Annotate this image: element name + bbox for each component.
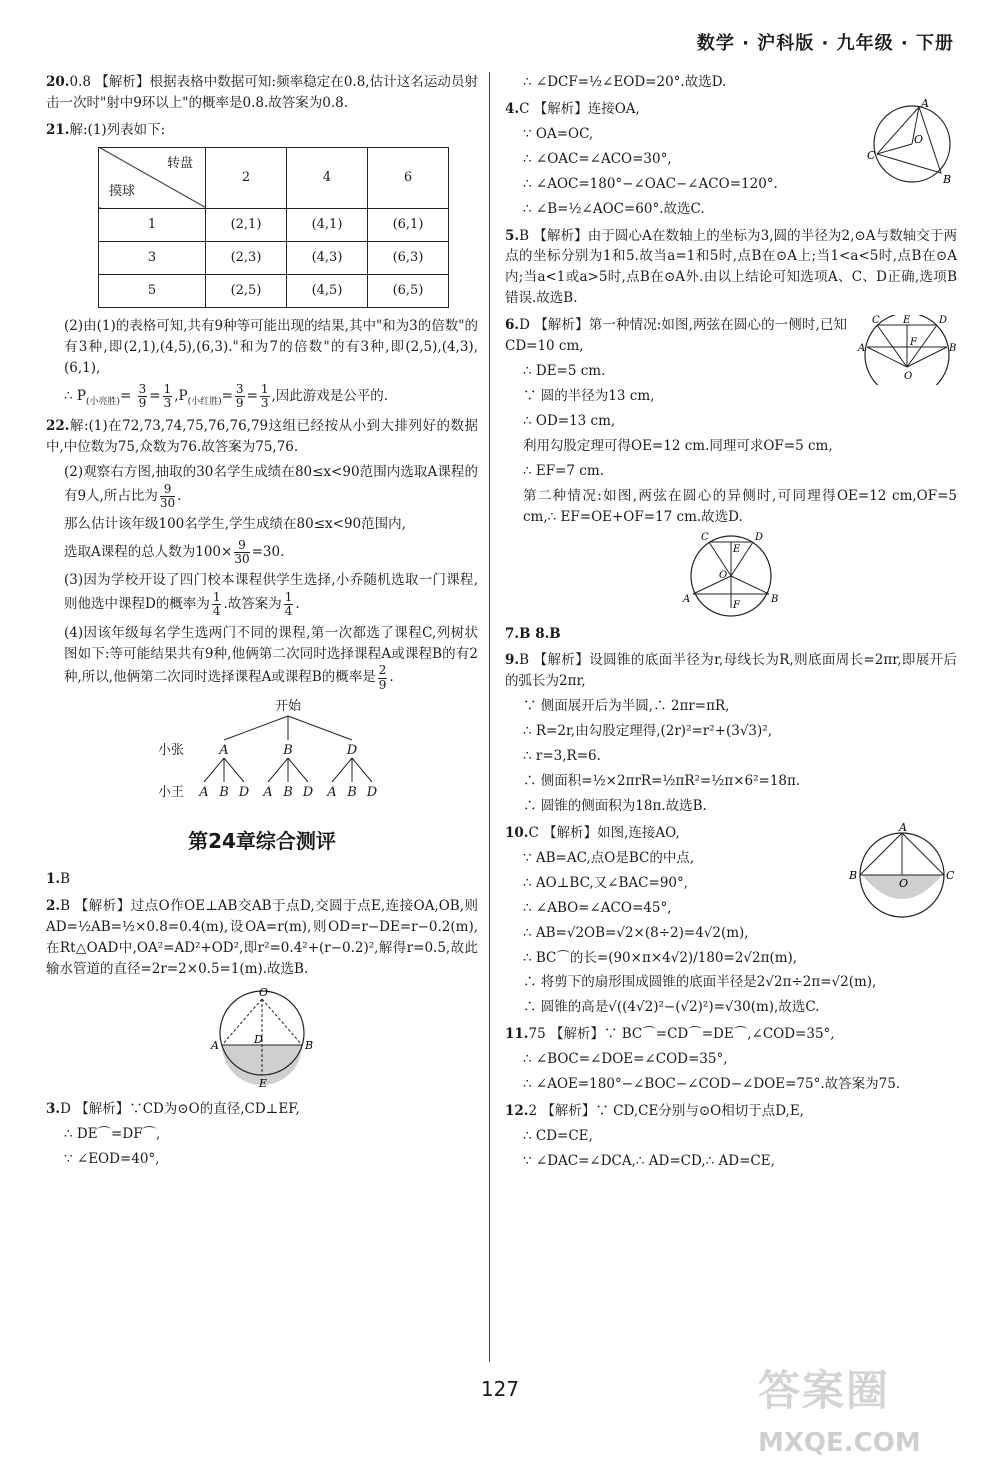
label-C: C [946,868,955,882]
answer-1: 1.B [46,870,71,887]
tree-diagram [46,696,478,816]
fraction: $\frac{1}{3}$ [163,381,172,410]
answer-21-part2: (2)由(1)的表格可知,共有9种等可能出现的结果,其中"和为3的倍数"的有3种,即(2,1),(4,5),(6,3)."和为7的倍数"的有3种,即(2,5),(4,3),(6,1), [64,317,478,376]
table-row: 5 (2,5) (4,5) (6,5) [99,274,449,307]
label-A: A [858,343,866,355]
table-col-header: 6 [368,147,449,208]
table-row: 3 (2,3) (4,3) (6,3) [99,241,449,274]
label-C: C [872,315,880,327]
answer-9: 9.B 【解析】设圆锥的底面半径为r,母线长为R,则底面周长=2πr,即展开后的弧长为2πr, ∵ 侧面展开后为半圆,∴ 2πr=πR, ∴ R=2r,由勾股定理得,(2r)²=r²+(3√3)², ∴ r=3,R=6. ∴ 侧面积=½×2πrR=½πR²=½π×6²=18π. ∴ 圆锥的侧面积为18π.故选B. [505,652,957,814]
chords-opposite-side-figure [681,532,781,618]
table-corner: 转盘 摸球 [99,147,206,208]
fraction: $\frac{2}{9}$ [378,663,387,692]
fraction: $\frac{3}{9}$ [235,381,244,410]
label-C: C [867,148,876,162]
answer-12: 12.2 【解析】∵ CD,CE分别与⊙O相切于点D,E, ∴ CD=CE, ∵ ∠DAC=∠DCA,∴ AD=CD,∴ AD=CE, [505,1103,804,1169]
fraction: $\frac{1}{3}$ [260,381,269,410]
tree-leaf: D [366,784,378,800]
left-column [46,72,478,1176]
label-B: B [949,343,957,355]
tree-label-wang: 小王 [158,784,185,800]
label-D: D [755,531,764,543]
fraction: $\frac{9}{30}$ [159,481,176,510]
circle-pipe-figure [207,985,317,1095]
table-row: 1 (2,1) (4,1) (6,1) [99,208,449,241]
label-D: D [254,1033,263,1047]
tree-root: 开始 [274,698,302,714]
answer-4: A B C O 4.C 【解析】连接OA, ∵ OA=OC, ∴ ∠OAC=∠ACO=30°, ∴ ∠AOC=180°−∠OAC−∠ACO=120°. ∴ ∠B=½∠AOC=60°.故选C. [505,99,957,220]
right-column [505,72,957,1178]
answer-20: 20.0.8 【解析】根据表格中数据可知:频率稳定在0.8,估计这名运动员射击一次时"射中9环以上"的概率是0.8.故答案为0.8. [46,74,478,111]
label-E: E [903,315,911,327]
column-divider [489,72,490,1362]
label-O: O [899,876,909,890]
tree-diagram-svg [46,696,478,816]
label-E: E [733,543,741,555]
tree-label-zhang: 小张 [158,742,185,758]
tree-leaf: D [302,784,314,800]
triangle-circle-figure [867,99,957,189]
answer-2: 2.B 【解析】过点O作OE⊥AB交AB于点D,交圆于点E,连接OA,OB,则AD=½AB=½×0.8=0.4(m),设OA=r(m),则OD=r−DE=r−0.2(m),在Rt△OAD中,OA²=AD²+OD²,即r²=0.4²+(r−0.2)²,解得r=0.5,故此输水管道的直径=2r=2×0.5=1(m).故选B. [46,897,478,977]
fraction: $\frac{1}{4}$ [284,590,293,619]
answer-10: A B C O 10.C 【解析】如图,连接AO, ∵ AB=AC,点O是BC的中点, ∴ AO⊥BC,又∠BAC=90°, ∴ ∠ABO=∠ACO=45°, ∴ AB=√2OB=√2×(8÷2)=4√2(m), ∴ BC⌒的长=(90×π×4√2)/180=2√2π(m), ∴ 将剪下的扇形围成圆锥的底面半径是2√2π÷2π=√2(m), ∴ 圆锥的高是√((4√2)²−(√2)²)=√30(m),故选C. [505,823,957,1018]
answer-5: 5.B 【解析】由于圆心A在数轴上的坐标为3,圆的半径为2,⊙A与数轴交于两点的坐标分别为1和5.故当a=1和5时,点B在⊙A上;当1<a<5时,点B在⊙A内;当a<1或a>5时,点B在⊙A外.由以上结论可知选项A、C、D正确,选项B错误.故选B. [505,227,957,307]
section-title: 第24章综合测评 [188,828,336,853]
label-E: E [259,1077,268,1091]
label-B: B [771,593,779,605]
fraction: $\frac{9}{30}$ [234,537,250,567]
label-O: O [904,371,913,383]
tree-node: B [283,742,293,758]
fraction: $\frac{3}{9}$ [138,381,147,410]
label-F: F [733,599,740,611]
label-O: O [259,986,269,1000]
answer-3-cont: ∴ ∠DCF=½∠EOD=20°.故选D. [523,74,727,90]
chords-same-side-figure [857,315,957,385]
label-A: A [211,1039,219,1053]
tree-leaf: A [263,784,273,800]
answer-21-conclusion: ∴ $P_{(小亮胜)}=$ $\frac{3}{9}$ = $\frac{1}{3}$ $,P_{(小红胜)}=$ $\frac{3}{9}$ = $\frac{1}{3}$ ,因此游戏是公平的. [64,381,389,410]
label-O: O [719,569,728,581]
sector-figure [847,823,957,923]
tree-leaf: B [283,784,293,800]
label-B: B [943,172,952,186]
label-F: F [910,337,917,349]
label-O: O [914,132,924,146]
page-number: 127 [480,1377,520,1401]
answer-7-8: 7.B 8.B [505,625,561,642]
table-col-header: 4 [287,147,368,208]
probability-table [98,147,449,308]
tree-leaf: A [327,784,337,800]
label-C: C [701,531,709,543]
tree-leaf: B [347,784,357,800]
tree-node: D [346,742,358,758]
label-A: A [899,822,907,834]
label-B: B [305,1039,314,1053]
tree-node: A [219,742,229,758]
fraction: $\frac{1}{4}$ [212,590,221,619]
answer-3: 3.D 【解析】∵CD为⊙O的直径,CD⊥EF, ∴ DE⌒=DF⌒, ∵ ∠EOD=40°, [46,1101,300,1168]
page-header: 数学 · 沪科版 · 九年级 · 下册 [696,33,954,54]
answer-11: 11.75 【解析】∵ BC⌒=CD⌒=DE⌒,∠COD=35°, ∴ ∠BOC=∠DOE=∠COD=35°, ∴ ∠AOE=180°−∠BOC−∠COD−∠DOE=75°.故答案为75. [505,1026,901,1093]
label-A: A [921,98,929,110]
watermark-logo: 答案圈 MXQE.COM [758,1366,921,1459]
label-D: D [939,315,948,327]
answer-22: 22.解:(1)在72,73,74,75,76,76,79这组已经按从小到大排列好的数据中,中位数为75,众数为76.故答案为75,76. (2)观察右方图,抽取的30名学生成绩在80≤x<90范围内选取A课程的有9人,所占比为 $\frac{9}{30}$ . 那么估计该年级100名学生,学生成绩在80≤x<90范围内, 选取A课程的总人数为100× $\frac{9}{30}$ =30. (3)因为学校开设了四门校本课程供学生选择,小乔随机选取一门课程,则他选中课程D的概率为 $\frac{1}{4}$ .故答案为 $\frac{1}{4}$ . (4)因该年级每名学生选两门不同的课程,第一次都选了课程C,列树状图如下:等可能结果共有9种,他俩第二次同时选择课程A或课程B的有2种,所以,他俩第二次同时选择课程A或课程B的概率是 $\frac{2}{9}$ . 开始 小张 A B D 小王 A B D A B D A B D [46,416,478,816]
answer-21: 21.解:(1)列表如下: 转盘 摸球 2 4 6 1 (2,1) (4,1) (6,1) 3 (2,3) (4,3) (6,3) 5 (2,5) (4,5) (6,5) (2)由(1)的表格可知,共有9种等可能出现的结果,其中"和为3的倍数"的有3种,即(2,1),(4,5),(6,3)."和为7的倍数"的有3种,即(2,5),(4,3),(6,1), ∴ $P_{(小亮胜)}=$ $\frac{3}{9}$ = $\frac{1}{3}$ $,P_{(小红胜)}=$ $\frac{3}{9}$ = $\frac{1}{3}$ ,因此游戏是公平的. [46,121,478,410]
tree-leaf: B [219,784,229,800]
tree-leaf: D [238,784,250,800]
tree-leaf: A [199,784,209,800]
label-A: A [683,593,691,605]
label-B: B [849,868,858,882]
table-col-header: 2 [206,147,287,208]
answer-6: C E D A F B O 6.D 【解析】第一种情况:如图,两弦在圆心的一侧时,已知CD=10 cm, ∴ DE=5 cm. ∵ 圆的半径为13 cm, ∴ OD=13 cm, 利用勾股定理可得OE=12 cm.同理可求OF=5 cm, ∴ EF=7 cm. 第二种情况:如图,两弦在圆心的异侧时,可同理得OE=12 cm,OF=5 cm,∴ EF=OE+OF=17 cm.故选D. C E D O A F B [505,315,957,617]
